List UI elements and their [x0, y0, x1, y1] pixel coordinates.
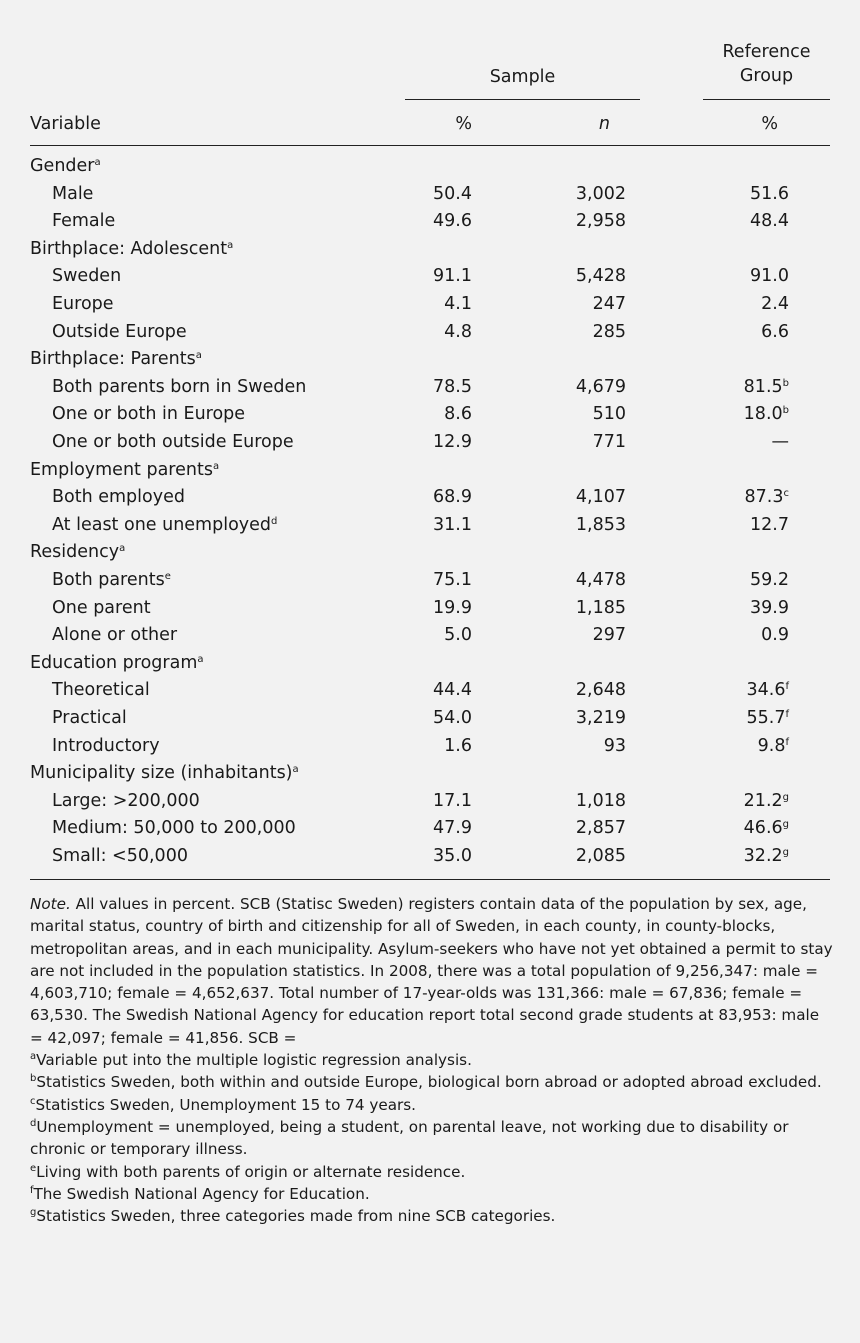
sample-percent-cell: 78.5 — [433, 376, 472, 397]
row-label-text: Europe — [52, 294, 114, 314]
reference-value: 55.7 — [746, 708, 786, 728]
reference-percent-cell — [750, 263, 789, 290]
sample-percent-cell: 75.1 — [433, 570, 472, 590]
sample-n-cell: 285 — [592, 321, 626, 342]
reference-value: 46.6 — [743, 818, 783, 839]
header-bottom-rule — [30, 145, 830, 146]
table-row — [0, 401, 860, 428]
sample-percent-cell: 12.9 — [433, 432, 472, 452]
table-row — [0, 484, 860, 511]
reference-percent-cell — [761, 291, 789, 318]
row-label-footnote-mark: a — [227, 239, 234, 251]
reference-value: 21.2 — [743, 790, 783, 811]
row-label-text: Employment parents — [30, 459, 213, 480]
table-row — [0, 788, 860, 815]
footnote-text: Statistics Sweden, three categories made from nine SCB categories. — [36, 1207, 556, 1226]
sample-header: Sample — [489, 67, 556, 87]
reference-value: 59.2 — [750, 570, 789, 590]
reference-value: 51.6 — [750, 183, 789, 204]
sample-n-cell: 247 — [592, 294, 626, 314]
row-label-text: Residency — [30, 542, 120, 563]
row-label-footnote-mark: d — [271, 515, 278, 527]
table-bottom-rule — [30, 879, 830, 880]
row-label-text: Sweden — [52, 266, 122, 287]
reference-percent-cell — [744, 815, 789, 842]
table-group-row — [0, 236, 860, 263]
row-label-footnote-mark: a — [94, 157, 101, 168]
sample-n-cell: 3,002 — [575, 183, 626, 204]
sample-percent-cell: 35.0 — [433, 846, 472, 866]
row-label-text: Birthplace: Parents — [30, 349, 196, 370]
footnote-mark: b — [30, 1073, 37, 1085]
footnote-text: The Swedish National Agency for Education. — [33, 1184, 370, 1203]
row-label-text: Male — [52, 183, 94, 204]
reference-footnote-mark: g — [782, 819, 789, 831]
row-label-text: Both parents born in Sweden — [52, 376, 307, 397]
table-row — [0, 429, 860, 456]
row-label-text: Female — [52, 211, 116, 232]
row-label — [52, 843, 188, 870]
table-group-row — [0, 346, 860, 373]
sample-percent-cell: 49.6 — [433, 211, 472, 232]
reference-footnote-mark: g — [782, 847, 789, 858]
footnote — [30, 1094, 835, 1116]
row-label-footnote-mark: e — [164, 571, 171, 582]
row-label-text: Medium: 50,000 to 200,000 — [52, 818, 296, 839]
reference-footnote-mark: c — [783, 488, 789, 500]
sample-n-cell: 2,857 — [575, 818, 626, 839]
sample-percent-cell: 44.4 — [433, 680, 472, 701]
reference-footnote-mark: g — [782, 791, 789, 803]
note-text: All values in percent. SCB (Statisc Sweden) registers contain data of the population by sex, age, marital status, country of birth and citizenship for all of Sweden, in each county, in county-blocks, metropolitan areas, and in each municipality. Asylum-seekers who have not yet obtained a permit to stay are not included in the population statistics. In 2008, there was a total population of 9,256,347: male = 4,603,710; female = 4,652,637. Total number of 17-year-olds was 131,366: male = 67,836; female = 63,530. The Swedish National Agency for education report total second grade students at 83,953: male = 42,097; female = 41,856. SCB = — [30, 895, 833, 1047]
footnote-text: Living with both parents of origin or alternate residence. — [36, 1162, 466, 1181]
row-label-text: Practical — [52, 708, 127, 728]
row-label-text: Alone or other — [52, 625, 178, 646]
row-label — [52, 595, 151, 622]
table-row — [0, 208, 860, 235]
reference-value: 2.4 — [761, 294, 789, 314]
table-row — [0, 595, 860, 622]
reference-percent-cell — [750, 512, 789, 539]
row-label-text: Gender — [30, 156, 95, 176]
sample-percent-cell: 54.0 — [433, 708, 472, 728]
reference-percent-cell — [744, 843, 789, 870]
footnote-text: Statistics Sweden, Unemployment 15 to 74 years. — [35, 1095, 416, 1114]
table-row — [0, 705, 860, 732]
table-notes — [30, 893, 835, 1227]
row-label — [52, 291, 114, 318]
row-label — [52, 484, 185, 511]
variable-column-header: Variable — [30, 114, 101, 134]
footnote-mark: a — [30, 1051, 37, 1063]
table-row — [0, 677, 860, 704]
reference-footnote-mark: f — [785, 681, 789, 693]
row-label-text: One parent — [52, 597, 151, 618]
table-row — [0, 319, 860, 346]
reference-value: 32.2 — [743, 846, 783, 866]
footnote-text: Statistics Sweden, both within and outside Europe, biological born abroad or adopted abroad excluded. — [36, 1073, 822, 1092]
reference-footnote-mark: b — [782, 377, 789, 389]
row-label-text: Small: <50,000 — [52, 846, 188, 866]
row-label — [52, 263, 121, 290]
row-label — [52, 677, 150, 704]
table-row — [0, 263, 860, 290]
reference-value: — — [771, 432, 789, 452]
footnote-mark: f — [30, 1184, 34, 1196]
sample-n-cell: 4,107 — [575, 487, 626, 508]
sample-percent-cell: 31.1 — [433, 514, 472, 535]
reference-percent-cell — [744, 374, 789, 401]
row-label — [52, 788, 200, 815]
row-label — [30, 760, 299, 787]
sample-percent-cell: 19.9 — [433, 597, 472, 618]
footnote-mark: g — [30, 1207, 37, 1219]
table-group-row — [0, 760, 860, 787]
row-label — [52, 567, 171, 594]
row-label — [30, 650, 204, 677]
row-label-footnote-mark: a — [212, 460, 220, 472]
reference-percent-cell — [750, 595, 789, 622]
general-note — [30, 893, 835, 1049]
row-label — [52, 815, 296, 842]
sample-percent-cell: 91.1 — [433, 266, 472, 287]
sample-percent-cell: 47.9 — [433, 818, 472, 839]
reference-percent-cell — [758, 733, 789, 760]
n-column-header: n — [598, 114, 610, 134]
row-label-text: At least one unemployed — [52, 514, 272, 535]
reference-value: 39.9 — [750, 597, 789, 618]
percent-column-header: % — [455, 114, 472, 134]
reference-percent-column-header: % — [761, 114, 778, 134]
sample-n-cell: 510 — [592, 404, 626, 425]
table-row — [0, 567, 860, 594]
row-label — [52, 512, 277, 539]
footnote-text: Variable put into the multiple logistic regression analysis. — [36, 1051, 472, 1070]
reference-header-rule — [703, 99, 830, 100]
reference-value: 34.6 — [746, 680, 786, 701]
reference-percent-cell — [747, 677, 790, 704]
table-group-row — [0, 153, 860, 180]
sample-n-cell: 1,018 — [575, 790, 626, 811]
row-label-text: Municipality size (inhabitants) — [30, 763, 293, 784]
reference-percent-cell — [745, 484, 789, 511]
reference-percent-cell — [750, 567, 789, 594]
footnote — [30, 1183, 835, 1205]
sample-percent-cell: 4.8 — [444, 321, 472, 342]
row-label — [52, 374, 306, 401]
reference-percent-cell — [761, 319, 789, 346]
reference-value: 0.9 — [761, 625, 789, 646]
sample-percent-cell: 4.1 — [444, 294, 472, 314]
row-label — [52, 319, 187, 346]
row-label — [52, 181, 93, 208]
reference-value: 12.7 — [750, 514, 789, 535]
footnote — [30, 1205, 835, 1227]
row-label — [52, 733, 160, 760]
reference-percent-cell — [744, 788, 789, 815]
row-label — [52, 622, 177, 649]
sample-percent-cell: 5.0 — [444, 625, 472, 646]
row-label-footnote-mark: a — [197, 653, 204, 665]
row-label — [30, 236, 233, 263]
reference-percent-cell — [747, 705, 790, 732]
sample-n-cell: 771 — [592, 432, 626, 452]
sample-n-cell: 2,958 — [575, 211, 626, 232]
row-label-text: Outside Europe — [52, 321, 187, 342]
footnote — [30, 1071, 835, 1093]
sample-n-cell: 5,428 — [575, 266, 626, 287]
row-label-text: Theoretical — [52, 680, 150, 701]
table-row — [0, 374, 860, 401]
sample-n-cell: 1,185 — [575, 597, 626, 618]
reference-value: 91.0 — [750, 266, 789, 287]
sample-percent-cell: 50.4 — [433, 183, 472, 204]
sample-n-cell: 3,219 — [575, 708, 626, 728]
table-row — [0, 733, 860, 760]
row-label-text: Birthplace: Adolescent — [30, 238, 228, 259]
sample-percent-cell: 68.9 — [433, 487, 472, 508]
sample-percent-cell: 1.6 — [444, 735, 472, 756]
footnote-text: Unemployment = unemployed, being a student, on parental leave, not working due to disability or chronic or temporary illness. — [30, 1117, 789, 1159]
footnote-mark: d — [30, 1117, 37, 1129]
footnote — [30, 1161, 835, 1183]
reference-percent-cell — [744, 401, 789, 428]
row-label — [30, 153, 101, 180]
reference-percent-cell — [750, 181, 789, 208]
table-row — [0, 181, 860, 208]
row-label — [30, 457, 219, 484]
footnote-mark: e — [30, 1162, 37, 1174]
table-group-row — [0, 650, 860, 677]
row-label-text: Introductory — [52, 735, 160, 756]
row-label-footnote-mark: a — [195, 350, 202, 362]
row-label — [52, 705, 127, 732]
row-label-text: Both employed — [52, 487, 185, 508]
note-prefix: Note. — [30, 895, 71, 913]
footnote-list — [30, 1049, 835, 1227]
reference-footnote-mark: f — [785, 709, 789, 720]
row-label-text: Education program — [30, 652, 198, 673]
table-row — [0, 815, 860, 842]
row-label — [52, 429, 294, 456]
sample-percent-cell: 8.6 — [444, 404, 472, 425]
reference-footnote-mark: b — [782, 405, 789, 417]
table-group-row — [0, 457, 860, 484]
reference-percent-cell — [761, 622, 789, 649]
reference-value: 81.5 — [743, 376, 783, 397]
reference-value: 87.3 — [744, 487, 784, 508]
row-label-text: Large: >200,000 — [52, 790, 200, 811]
row-label — [30, 539, 125, 566]
sample-n-cell: 297 — [592, 625, 626, 646]
reference-percent-cell — [772, 429, 790, 456]
reference-value: 6.6 — [761, 321, 789, 342]
table-row — [0, 622, 860, 649]
reference-header-line2: Group — [739, 66, 794, 86]
row-label-text: One or both outside Europe — [52, 432, 294, 452]
reference-value: 9.8 — [757, 735, 786, 756]
row-label-text: Both parents — [52, 570, 165, 590]
row-label — [52, 401, 245, 428]
row-label — [52, 208, 115, 235]
row-label — [30, 346, 202, 373]
sample-percent-cell: 17.1 — [433, 790, 472, 811]
table-row — [0, 512, 860, 539]
sample-n-cell: 1,853 — [575, 514, 626, 535]
sample-n-cell: 4,478 — [575, 570, 626, 590]
table-group-row — [0, 539, 860, 566]
sample-header-rule — [405, 99, 640, 100]
reference-percent-cell — [750, 208, 789, 235]
table-row — [0, 291, 860, 318]
footnote — [30, 1049, 835, 1071]
row-label-footnote-mark: a — [119, 543, 126, 555]
table-row — [0, 843, 860, 870]
row-label-text: One or both in Europe — [52, 404, 246, 425]
reference-value: 18.0 — [743, 404, 783, 425]
sample-n-cell: 2,648 — [575, 680, 626, 701]
sample-n-cell: 4,679 — [575, 376, 626, 397]
reference-value: 48.4 — [750, 211, 789, 232]
footnote — [30, 1116, 835, 1161]
reference-header-line1: Reference — [722, 42, 811, 62]
sample-n-cell: 93 — [603, 735, 626, 756]
row-label-footnote-mark: a — [292, 764, 299, 776]
sample-n-cell: 2,085 — [575, 846, 626, 866]
reference-footnote-mark: f — [785, 736, 789, 748]
reference-group-header — [703, 40, 830, 88]
footnote-mark: c — [30, 1095, 36, 1107]
